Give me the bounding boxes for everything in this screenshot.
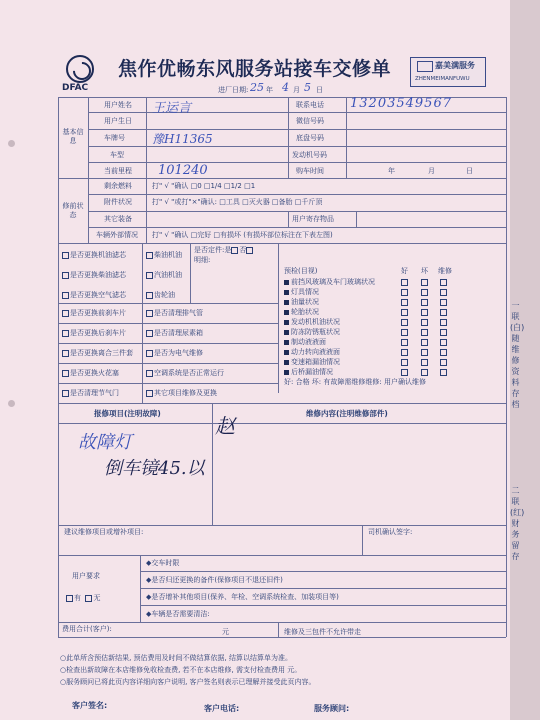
precheck-item xyxy=(284,338,326,347)
buy-month: 月 xyxy=(428,167,435,175)
side-copy-2 xyxy=(510,485,525,562)
precheck-item-label: 后桥漏油情况 xyxy=(291,368,333,376)
label-other-equip: 其它装备 xyxy=(104,215,132,223)
precheck-col-bad: 坏 xyxy=(421,267,428,275)
check-gear-oil[interactable]: 齿轮油 xyxy=(146,291,175,300)
bullet-icon xyxy=(284,320,289,325)
precheck-item xyxy=(284,288,319,297)
precheck-item-label: 轮胎状况 xyxy=(291,308,319,316)
precheck-checkbox[interactable] xyxy=(421,339,428,346)
precheck-note: 好: 合格 坏: 有故障需维修维修: 用户确认维修 xyxy=(284,378,426,386)
side-char: 财 xyxy=(511,519,520,528)
date-day[interactable]: 5 xyxy=(304,81,311,94)
date-label: 进厂日期: xyxy=(218,86,249,94)
requests-label: 用户要求 xyxy=(72,572,100,580)
precheck-item-label: 灯具情况 xyxy=(291,288,319,296)
request-cleaning[interactable]: ◆车辆是否需要清洁: xyxy=(146,610,210,618)
precheck-checkbox[interactable] xyxy=(401,279,408,286)
precheck-title: 预检(目视) xyxy=(284,267,318,275)
precheck-checkbox[interactable] xyxy=(421,359,428,366)
requests-yes-no[interactable]: 有 无 xyxy=(66,594,100,603)
fee-unit: 元 xyxy=(222,628,229,636)
precheck-checkbox[interactable] xyxy=(401,369,408,376)
form-title: 焦作优畅东风服务站接车交修单 xyxy=(118,58,392,80)
bullet-icon xyxy=(284,290,289,295)
precheck-checkbox[interactable] xyxy=(421,289,428,296)
side-char: 维 xyxy=(511,345,520,354)
precheck-checkbox[interactable] xyxy=(421,279,428,286)
label-phone: 联系电话 xyxy=(296,101,324,109)
check-gas-oil[interactable]: 汽油机油 xyxy=(146,271,182,280)
buy-day: 日 xyxy=(466,167,473,175)
precheck-checkbox[interactable] xyxy=(401,339,408,346)
check-throttle[interactable]: 是否清理节气门 xyxy=(62,389,119,398)
bullet-icon xyxy=(284,360,289,365)
fixed-detail-label: 明细: xyxy=(194,256,211,264)
buy-year: 年 xyxy=(388,167,395,175)
label-fuel: 剩余燃料 xyxy=(104,182,132,190)
binder-hole xyxy=(8,140,15,147)
side-copy-1 xyxy=(510,300,525,410)
request-return-parts[interactable]: ◆是否归还更换的备件(保修项目不退还旧件) xyxy=(146,576,283,584)
user-name-value[interactable]: 王运言 xyxy=(152,101,192,116)
driver-sign-label: 司机确认签字: xyxy=(368,528,413,536)
check-diesel-oil[interactable]: 柴油机油 xyxy=(146,251,182,260)
bullet-icon xyxy=(284,280,289,285)
suggest-label: 建议维修项目或增补项目: xyxy=(64,528,144,536)
precheck-item-label: 油量状况 xyxy=(291,298,319,306)
precheck-col-good: 好 xyxy=(401,267,408,275)
check-air-filter[interactable]: 是否更换空气滤芯 xyxy=(62,291,126,300)
precheck-checkbox[interactable] xyxy=(401,289,408,296)
precheck-checkbox[interactable] xyxy=(440,299,447,306)
check-diesel-filter[interactable]: 是否更换柴油滤芯 xyxy=(62,271,126,280)
precheck-checkbox[interactable] xyxy=(440,349,447,356)
label-purchase-date: 购车时间 xyxy=(296,167,324,175)
report-col-title: 报修项目(注明故障) xyxy=(94,409,161,418)
precheck-item xyxy=(284,278,375,287)
precheck-item-label: 发动机机油状况 xyxy=(291,318,340,326)
precheck-checkbox[interactable] xyxy=(440,369,447,376)
fuel-options[interactable]: 打" √ "确认 □0 □1/4 □1/2 □1 xyxy=(152,182,256,190)
precheck-col-repair: 维修 xyxy=(438,267,452,275)
precheck-checkbox[interactable] xyxy=(401,329,408,336)
exterior-options[interactable]: 打" √ "确认 □完好 □有损坏 (有损坏部位标注在下表左图) xyxy=(152,231,333,239)
precheck-item-label: 防冻防锈瓶状况 xyxy=(291,328,340,336)
side-char: 留 xyxy=(511,541,520,550)
bullet-icon xyxy=(284,340,289,345)
bullet-icon xyxy=(284,310,289,315)
label-plate: 车牌号 xyxy=(104,134,125,142)
label-mileage: 当前里程 xyxy=(104,167,132,175)
request-extra-items[interactable]: ◆是否增补其他项目(保养、年检、空调系统检查、加装项目等) xyxy=(146,593,339,601)
bullet-icon xyxy=(284,350,289,355)
side-char: 修 xyxy=(511,356,520,365)
precheck-checkbox[interactable] xyxy=(421,329,428,336)
status-section-label: 修前状态 xyxy=(62,202,84,219)
side-char: (红) xyxy=(510,508,525,517)
precheck-item xyxy=(284,308,319,317)
repair-col-title: 维修内容(注明维修部件) xyxy=(306,409,388,418)
precheck-item-label: 制动液液面 xyxy=(291,338,326,346)
precheck-item xyxy=(284,328,340,337)
check-aircon[interactable]: 空调系统是否正常运行 xyxy=(146,369,224,378)
precheck-item xyxy=(284,318,340,327)
report-mark[interactable]: 赵 xyxy=(215,414,235,438)
advisor-label: 服务顾问: xyxy=(314,704,350,713)
side-char: 二 xyxy=(511,486,520,495)
label-wechat: 微信号码 xyxy=(296,117,324,125)
check-exhaust[interactable]: 是否清理排气管 xyxy=(146,309,203,318)
date-month[interactable]: 4 xyxy=(282,81,289,94)
precheck-item xyxy=(284,298,319,307)
fee-label: 费用合计(客户): xyxy=(62,625,112,633)
fixed-parts-question[interactable]: 是否定件:是 否 xyxy=(194,246,254,255)
precheck-checkbox[interactable] xyxy=(421,299,428,306)
check-clutch[interactable]: 是否更换离合三件套 xyxy=(62,349,133,358)
date-nian: 年 xyxy=(266,86,273,94)
side-char: 务 xyxy=(511,530,520,539)
dfac-logo xyxy=(66,55,94,83)
side-char: (白) xyxy=(510,323,525,332)
accessory-options[interactable]: 打" √ "或打"×"确认: □工具 □灭火器 □备胎 □千斤顶 xyxy=(152,198,323,206)
phone-value[interactable]: 13203549567 xyxy=(350,96,452,111)
precheck-checkbox[interactable] xyxy=(440,319,447,326)
label-model: 车型 xyxy=(110,151,124,159)
side-char: 存 xyxy=(511,389,520,398)
side-char: 存 xyxy=(511,552,520,561)
precheck-item-label: 动力转向液液面 xyxy=(291,348,340,356)
check-front-brake[interactable]: 是否更换前刹车片 xyxy=(62,309,126,318)
truck-icon xyxy=(417,61,433,72)
side-char: 联 xyxy=(511,312,520,321)
precheck-checkbox[interactable] xyxy=(401,299,408,306)
bullet-icon xyxy=(284,330,289,335)
report-line-1[interactable]: 故障灯 xyxy=(78,432,132,453)
precheck-item-label: 变速箱漏油情况 xyxy=(291,358,340,366)
badge-subtitle: ZHENMEIMANFUWU xyxy=(415,76,470,82)
date-year[interactable]: 25 xyxy=(250,81,264,94)
precheck-checkbox[interactable] xyxy=(421,309,428,316)
precheck-checkbox[interactable] xyxy=(401,309,408,316)
service-badge xyxy=(410,57,486,87)
side-char: 资 xyxy=(511,367,520,376)
date-yue: 月 xyxy=(293,86,300,94)
report-line-2[interactable]: 倒车镜45.以 xyxy=(104,458,205,479)
side-char: 一 xyxy=(511,301,520,310)
badge-title: 嘉美满服务 xyxy=(435,61,475,70)
precheck-checkbox[interactable] xyxy=(401,319,408,326)
note-1: ○此单所含预估新结果, 预估费用及时间不做结算依据, 结算以结算单为准。 xyxy=(60,654,293,662)
label-stored-items: 用户寄存物品 xyxy=(292,215,334,223)
note-3: ○服务顾问已将此页内容详细向客户说明, 客户签名则表示已理解并接受此页内容。 xyxy=(60,678,316,686)
side-char: 联 xyxy=(511,497,520,506)
label-exterior: 车辆外部情况 xyxy=(96,231,138,239)
check-other[interactable]: 其它项目维修及更换 xyxy=(146,389,217,398)
precheck-item xyxy=(284,348,340,357)
label-accessories: 附件状况 xyxy=(104,198,132,206)
logo-text: DFAC xyxy=(62,83,89,93)
precheck-checkbox[interactable] xyxy=(440,279,447,286)
precheck-checkbox[interactable] xyxy=(421,349,428,356)
plate-value[interactable]: 豫H11365 xyxy=(152,132,213,146)
side-char: 随 xyxy=(511,334,520,343)
precheck-checkbox[interactable] xyxy=(440,329,447,336)
customer-sign-label: 客户签名: xyxy=(72,701,108,710)
precheck-item xyxy=(284,368,333,377)
label-chassis: 底盘号码 xyxy=(296,134,324,142)
precheck-checkbox[interactable] xyxy=(440,359,447,366)
date-ri: 日 xyxy=(316,86,323,94)
note-2: ○检查出新故障在本店维修免收检查费, 若不在本店维修, 需支付检查费用 元。 xyxy=(60,666,302,674)
precheck-checkbox[interactable] xyxy=(440,309,447,316)
binder-hole xyxy=(8,400,15,407)
precheck-checkbox[interactable] xyxy=(421,369,428,376)
precheck-checkbox[interactable] xyxy=(421,319,428,326)
check-spark-plug[interactable]: 是否更换火花塞 xyxy=(62,369,119,378)
check-rear-brake[interactable]: 是否更换后刹车片 xyxy=(62,329,126,338)
label-engine: 发动机号码 xyxy=(292,151,327,159)
bullet-icon xyxy=(284,300,289,305)
check-electrical[interactable]: 是否为电气维修 xyxy=(146,349,203,358)
basic-section-label: 基本信息 xyxy=(62,128,84,145)
check-oil-filter[interactable]: 是否更换机油滤芯 xyxy=(62,251,126,260)
fee-note: 维修及三包件不允许带走 xyxy=(284,628,361,636)
mileage-value[interactable]: 101240 xyxy=(158,163,208,178)
precheck-checkbox[interactable] xyxy=(401,349,408,356)
bullet-icon xyxy=(284,370,289,375)
side-char: 料 xyxy=(511,378,520,387)
precheck-checkbox[interactable] xyxy=(401,359,408,366)
precheck-checkbox[interactable] xyxy=(440,289,447,296)
side-char: 档 xyxy=(511,400,520,409)
precheck-checkbox[interactable] xyxy=(440,339,447,346)
precheck-item xyxy=(284,358,340,367)
label-birthday: 用户生日 xyxy=(104,117,132,125)
label-user-name: 用户姓名 xyxy=(104,101,132,109)
customer-phone-label: 客户电话: xyxy=(204,704,240,713)
check-urea[interactable]: 是否清理尿素箱 xyxy=(146,329,203,338)
request-delivery-time[interactable]: ◆交车时限 xyxy=(146,559,180,567)
precheck-item-label: 前挡风玻璃及车门玻璃状况 xyxy=(291,278,375,286)
